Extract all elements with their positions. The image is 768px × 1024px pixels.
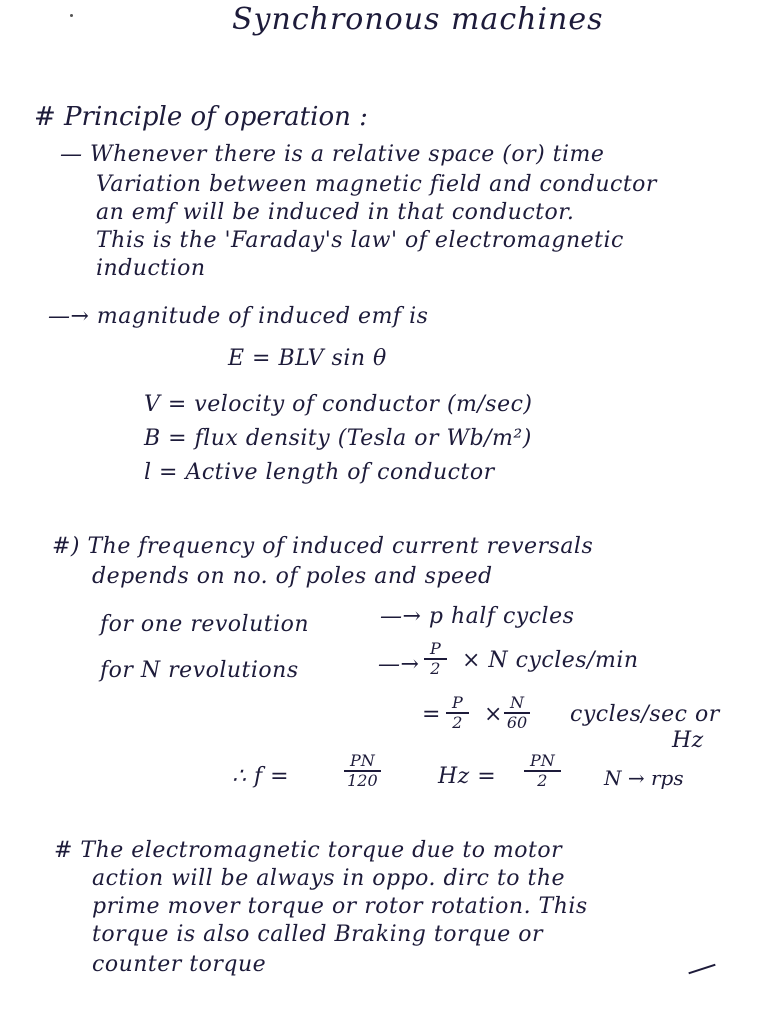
principle-line-1: — Whenever there is a relative space (or) time [60, 142, 605, 167]
principle-line-5: induction [96, 256, 206, 281]
fraction-p-over-2-b [446, 694, 469, 732]
torque-line-3: prime mover torque or rotor rotation. This [92, 894, 588, 919]
def-velocity: V = velocity of conductor (m/sec) [144, 392, 533, 417]
row3-equals: = [422, 702, 441, 727]
frequency-heading-2: depends on no. of poles and speed [92, 564, 493, 589]
n-revolutions-tail: × N cycles/min [462, 648, 639, 673]
fraction-n-over-60 [504, 694, 530, 732]
magnitude-line: —→ magnitude of induced emf is [48, 304, 429, 329]
torque-line-4: torque is also called Braking torque or [92, 922, 544, 947]
fraction-denominator: 60 [506, 713, 528, 732]
principle-line-2: Variation between magnetic field and conductor [96, 172, 657, 197]
principle-line-3: an emf will be induced in that conductor. [96, 200, 575, 225]
one-revolution-value: —→ p half cycles [380, 604, 575, 629]
fraction-numerator: P [424, 640, 447, 660]
fraction-denominator: 120 [347, 771, 378, 790]
fraction-numerator: PN [524, 752, 561, 772]
fraction-numerator: N [504, 694, 530, 714]
def-length: l = Active length of conductor [144, 460, 495, 485]
stray-dot [70, 14, 73, 17]
fraction-p-over-2 [424, 640, 447, 678]
row3-unit: Hz [672, 728, 704, 753]
page-title: Synchronous machines [232, 2, 604, 37]
fraction-pn-over-2 [524, 752, 561, 790]
emf-formula: E = BLV sin θ [228, 346, 387, 371]
fraction-pn-over-120 [344, 752, 381, 790]
fraction-numerator: P [446, 694, 469, 714]
fraction-denominator: 2 [452, 713, 463, 732]
n-revolutions-label: for N revolutions [100, 658, 299, 683]
row3-tail: cycles/sec or [570, 702, 720, 727]
torque-line-5: counter torque [92, 952, 267, 977]
therefore-f: ∴ f = [232, 764, 290, 789]
principle-line-4: This is the 'Faraday's law' of electromagnetic [96, 228, 624, 253]
principle-heading: # Principle of operation : [34, 102, 368, 132]
fraction-numerator: PN [344, 752, 381, 772]
torque-line-1: # The electromagnetic torque due to motor [54, 838, 563, 863]
n-revolutions-arrow: —→ [378, 652, 420, 677]
stray-pen-mark [688, 964, 715, 975]
torque-line-2: action will be always in oppo. dirc to the [92, 866, 566, 891]
fraction-denominator: 2 [430, 659, 441, 678]
frequency-heading-1: #) The frequency of induced current reversals [52, 534, 594, 559]
def-flux-density: B = flux density (Tesla or Wb/m²) [144, 426, 532, 451]
row4-tail: N → rps [604, 766, 684, 790]
row3-times: × [484, 702, 503, 727]
row4-hz: Hz = [438, 764, 497, 789]
fraction-denominator: 2 [537, 771, 548, 790]
one-revolution-label: for one revolution [100, 612, 310, 637]
